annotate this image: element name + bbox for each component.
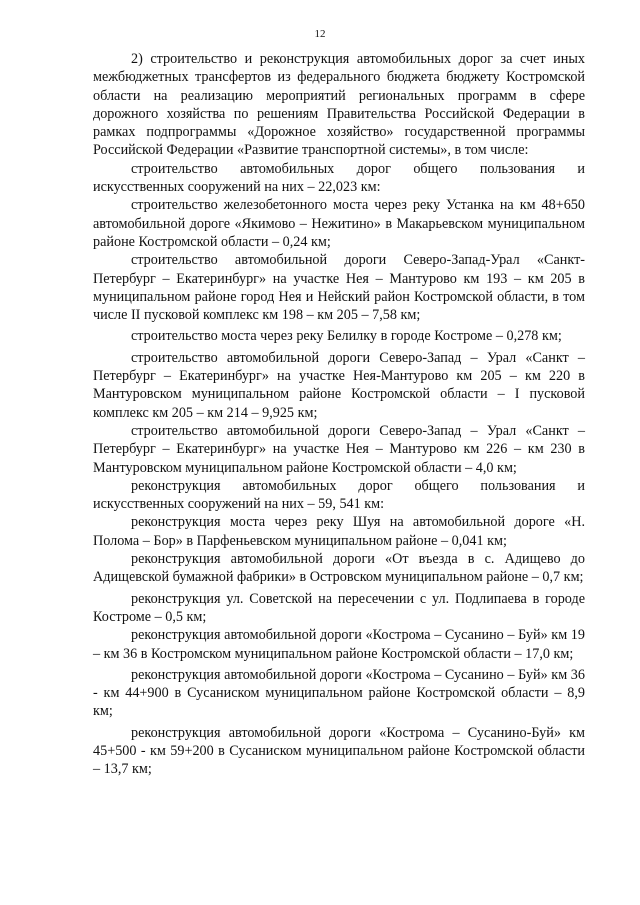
paragraph-item: реконструкция автомобильной дороги «Кострома – Сусанино-Буй» км 45+500 - км 59+200 в Сусаниском муниципальном районе Костромской области – 13,7 км; — [93, 724, 585, 778]
paragraph-item: реконструкция моста через реку Шуя на автомобильной дороге «Н. Полома – Бор» в Парфеньевском муниципальном районе – 0,041 км; — [93, 514, 585, 549]
paragraph-item: строительство моста через реку Белилку в городе Костроме – 0,278 км; — [131, 328, 562, 345]
paragraph-reconstruction-heading: реконструкция автомобильных дорог общего пользования и искусственных сооружений на них – 59, 541 км: — [93, 477, 585, 513]
paragraph-item: реконструкция автомобильной дороги «От въезда в с. Адищево до Адищевской бумажной фабрики» в Островском муниципальном районе – 0,7 км; — [93, 551, 585, 586]
paragraph-construction-heading: строительство автомобильных дорог общего пользования и искусственных сооружений на них – 22,023 км: — [93, 160, 585, 196]
paragraph-item: строительство автомобильной дороги Северо-Запад – Урал «Санкт – Петербург – Екатеринбург» на участке Нея – Мантурово км 226 – км 230 в Мантуровском муниципальном районе Костромской области – 4,0 км; — [93, 422, 585, 476]
paragraph-item: реконструкция автомобильной дороги «Кострома – Сусанино – Буй» км 36 - км 44+900 в Сусаниском муниципальном районе Костромской области – 8,9 км; — [93, 666, 585, 720]
page-number: 12 — [314, 28, 326, 40]
paragraph-intro: 2) строительство и реконструкция автомобильных дорог за счет иных межбюджетных трансфертов из федерального бюджета бюджету Костромской области на реализацию мероприятий региональных программ в сфере дорожного хозяйства по решениям Правительства Российской Федерации в рамках подпрограммы «Дорожное хозяйство» государственной программы Российской Федерации «Развитие транспортной системы», в том числе: — [93, 51, 585, 159]
paragraph-item: строительство автомобильной дороги Северо-Запад-Урал «Санкт-Петербург – Екатеринбург» на участке Нея – Мантурово км 193 – км 205 в муниципальном районе город Нея и Нейский район Костромской области, в том числе II пусковой комплекс км 198 – км 205 – 7,58 км; — [93, 252, 585, 324]
paragraph-item: строительство железобетонного моста через реку Устанка на км 48+650 автомобильной дороге «Якимово – Нежитино» в Макарьевском муниципальном районе Костромской области – 0,24 км; — [93, 197, 585, 250]
paragraph-item: реконструкция автомобильной дороги «Кострома – Сусанино – Буй» км 19 – км 36 в Костромском муниципальном районе Костромской области – 17,0 км; — [93, 627, 585, 662]
paragraph-item: строительство автомобильной дороги Северо-Запад – Урал «Санкт – Петербург – Екатеринбург» на участке Нея-Мантурово км 205 – км 220 в Мантуровском муниципальном районе Костромской области – I пусковой комплекс км 205 – км 214 – 9,925 км; — [93, 349, 585, 421]
document-body — [93, 50, 585, 779]
paragraph-item: реконструкция ул. Советской на пересечении с ул. Подлипаева в городе Костроме – 0,5 км; — [93, 590, 585, 625]
